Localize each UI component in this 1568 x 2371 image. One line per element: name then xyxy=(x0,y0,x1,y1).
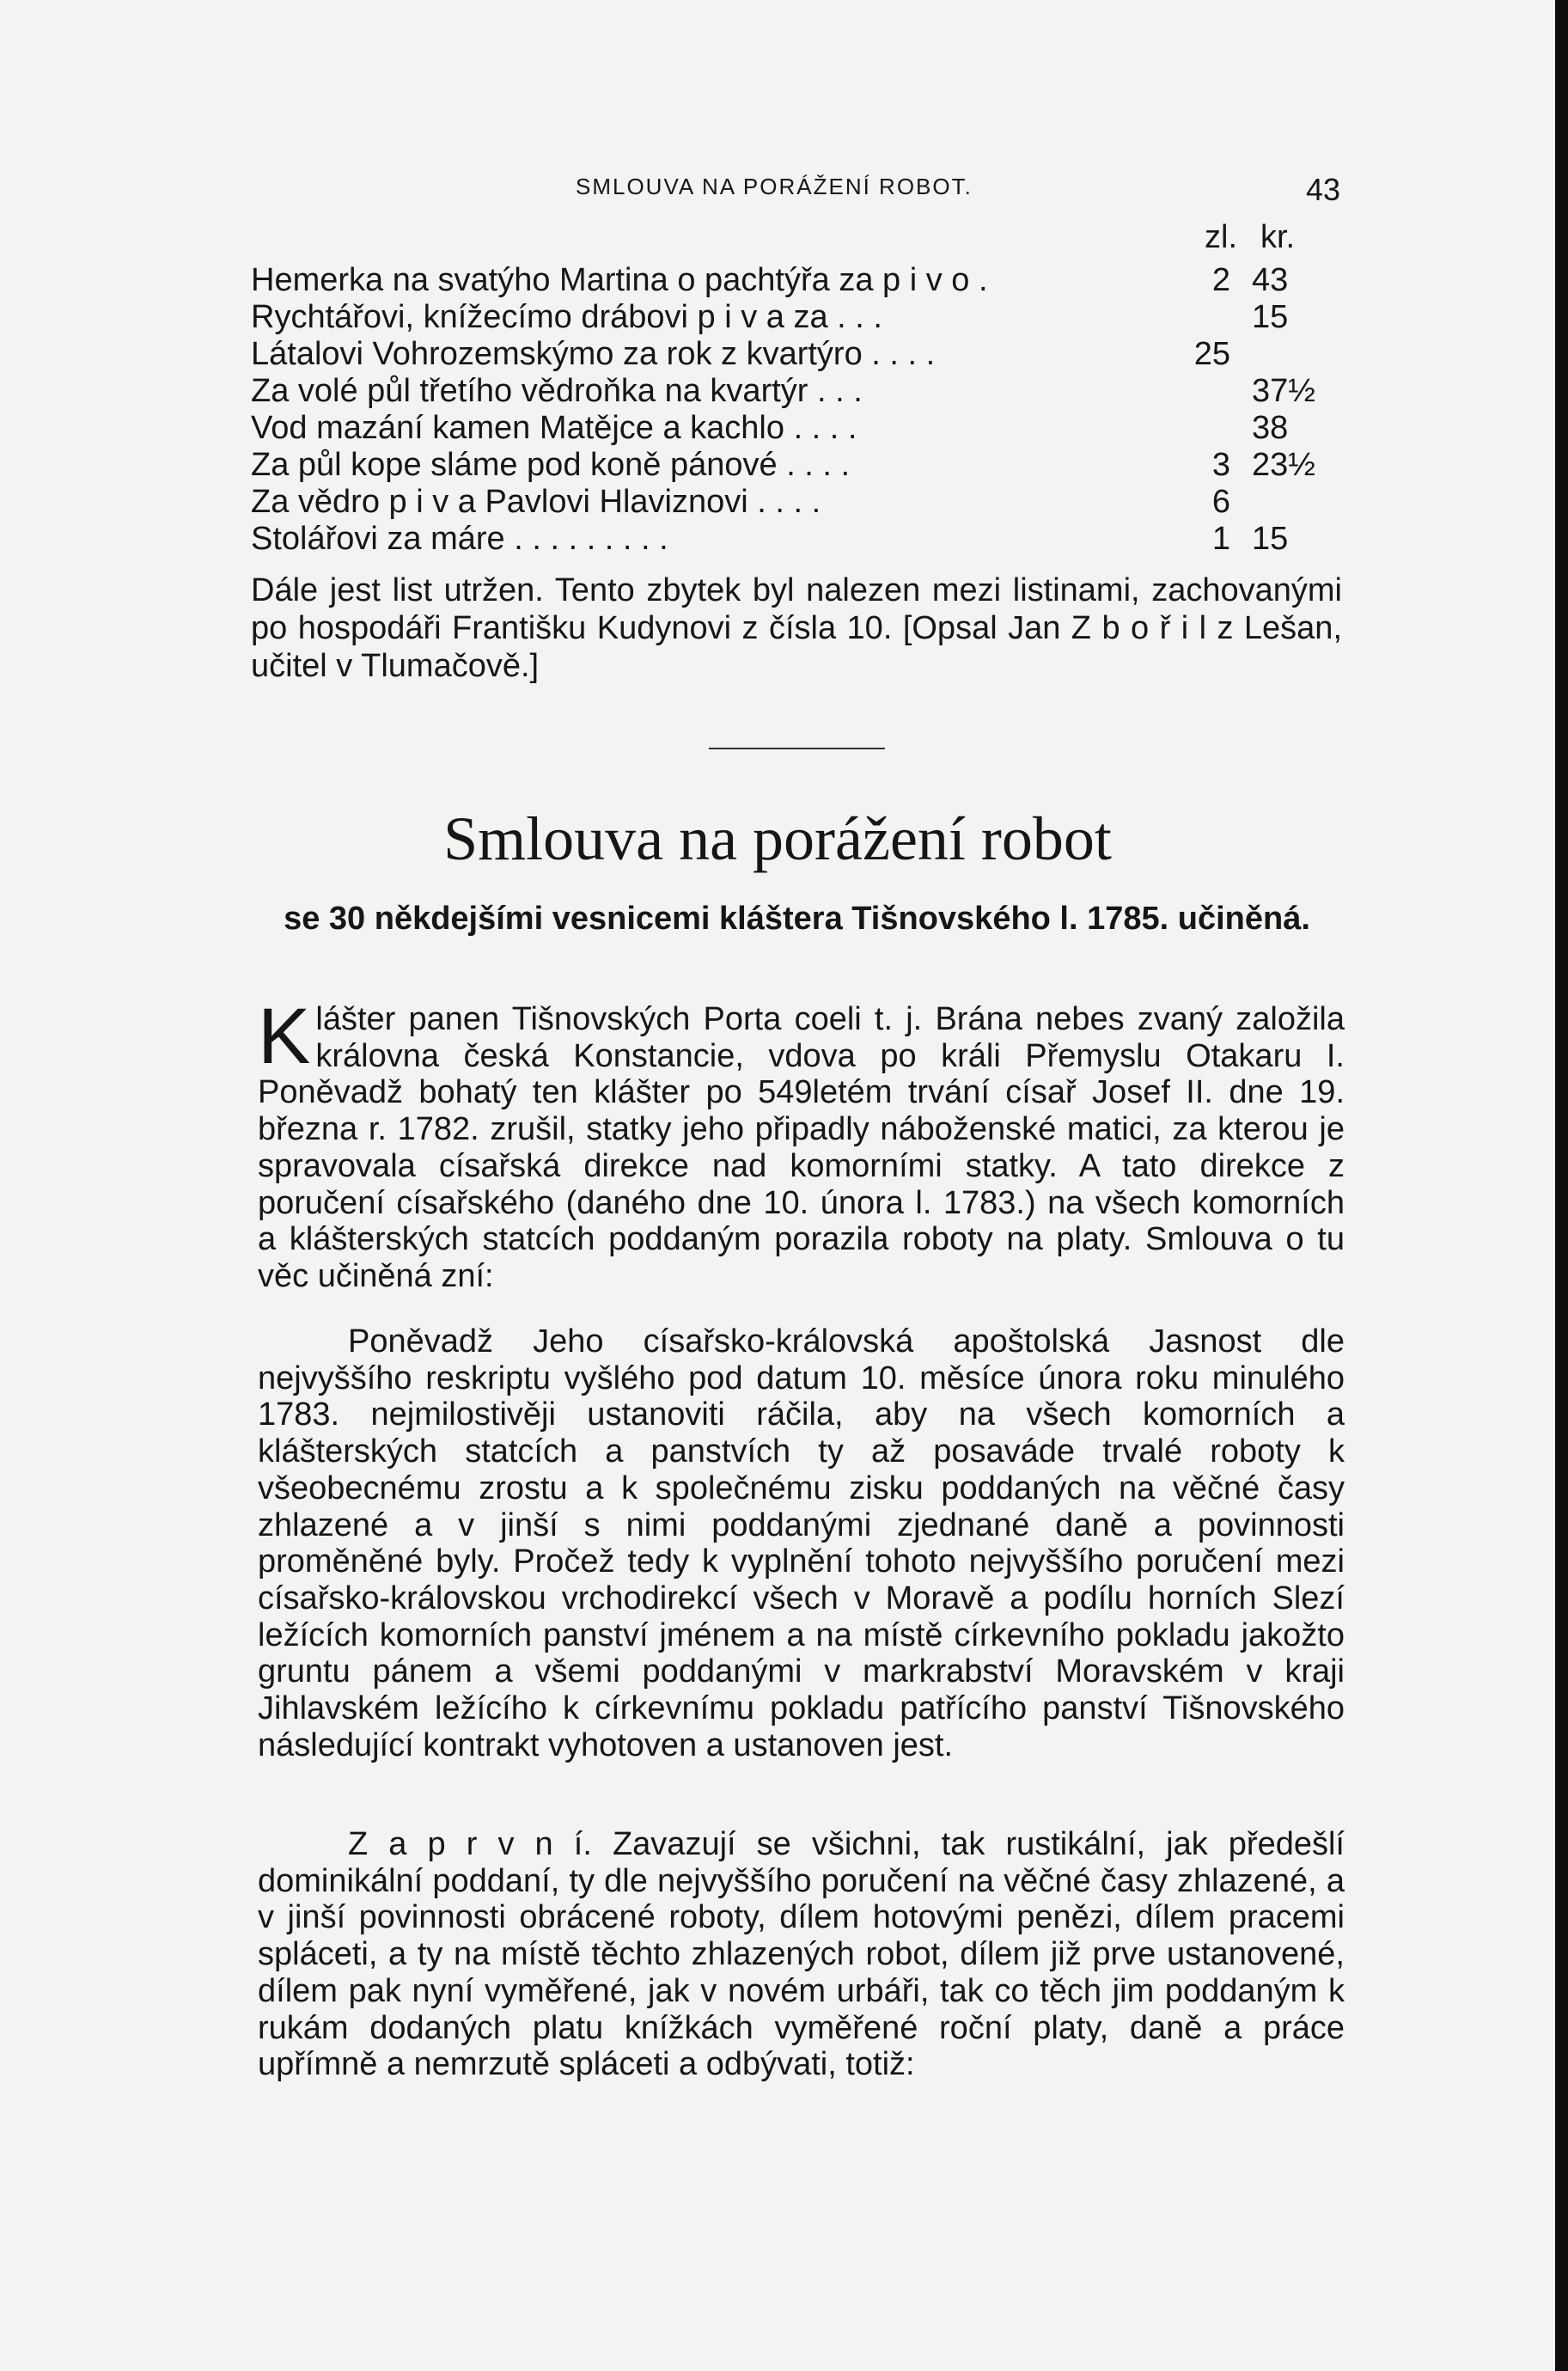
account-item: Stolářovi za máre . . . . . . . . . xyxy=(251,521,668,557)
account-item: Za vědro p i v a Pavlovi Hlaviznovi . . . . xyxy=(251,484,821,520)
amount-kr: 15 xyxy=(1252,521,1289,557)
account-row xyxy=(251,447,1315,484)
column-zl-label: zl. xyxy=(1205,219,1237,255)
account-row xyxy=(251,336,1308,373)
amount-kr: 38 xyxy=(1252,410,1289,446)
section-title: Smlouva na porážení robot xyxy=(443,804,1112,873)
account-item: Za půl kope sláme pod koně pánové . . . . xyxy=(251,447,851,483)
account-row xyxy=(251,484,1308,521)
paragraph-decree: Poněvadž Jeho císařsko-královská apoštolská Jasnost dle nejvyššího reskriptu vyšlého pod datum 10. měsíce února roku minulého 1783. nejmilostivěji ustanoviti ráčila, aby na všech komorních a klášterských statcích a panstvích ty až posaváde trvalé roboty k všeobecnému zrostu a k společnému zisku poddaných na věčné časy zhlazené a v jinší s nimi poddanými zjednané daně a povinnosti proměněné byly. Pročež tedy k vyplnění tohoto nejvyššího poručení mezi císařsko-královskou vrchodirekcí všech v Moravě a podílu horních Slezí ležících komorních panství jménem a na místě církevního pokladu jakožto gruntu pánem a všemi poddanými v markrabství Moravském v kraji Jihlavském ležícího k církevnímu pokladu patřícího panství Tišnovského následující kontrakt vyhotoven a ustanoven jest. xyxy=(258,1323,1345,1763)
account-row xyxy=(251,299,1308,336)
paragraph-first-article: Z a p r v n í. Zavazují se všichni, tak rustikální, jak předešlí dominikální poddaní, ty dle nejvyššího poručení na věčné časy zhlazené, a v jinší povinnosti obrácené roboty, dílem hotovými penězi, dílem pracemi spláceti, a ty na místě těchto zhlazených robot, dílem již prve ustanovené, dílem pak nyní vyměřené, jak v novém urbáři, tak co těch jim poddaným k rukám dodaných platu knížkách vyměřené roční platy, daně a práce upřímně a nemrzutě spláceti a odbývati, totiž: xyxy=(258,1826,1345,2083)
account-row xyxy=(251,373,1315,410)
account-item: Vod mazání kamen Matějce a kachlo . . . . xyxy=(251,410,857,446)
paragraph-intro-text: lášter panen Tišnovských Porta coeli t. j. Brána nebes zvaný založila královna česká Konstancie, vdova po králi Přemyslu Otakaru I. Poněvadž bohatý ten klášter po 549letém trvání císař Josef II. dne 19. března r. 1782. zrušil, statky jeho připadly náboženské matici, za kterou je spravovala císařská direkce nad komorními statky. A tato direkce z poručení císařského (daného dne 10. února l. 1783.) na všech komorních a klášterských statcích poddaným porazila roboty na platy. Smlouva o tu věc učiněná zní: xyxy=(258,1001,1345,1294)
drop-cap: K xyxy=(258,993,311,1080)
account-row xyxy=(251,410,1308,447)
page-number: 43 xyxy=(1306,172,1341,207)
scan-edge xyxy=(1555,0,1568,2371)
amount-kr: 43 xyxy=(1252,262,1289,298)
running-header: SMLOUVA NA PORÁŽENÍ ROBOT. xyxy=(576,174,973,199)
amount-zl: 6 xyxy=(1211,484,1230,520)
accounts-list xyxy=(251,219,1315,558)
amount-kr: 15 xyxy=(1252,299,1289,335)
section-subtitle: se 30 někdejšími vesnicemi kláštera Tišnovského l. 1785. učiněná. xyxy=(284,901,1310,937)
amount-zl: 25 xyxy=(1193,336,1230,372)
account-row xyxy=(251,521,1308,558)
account-item: Látalovi Vohrozemskýmo za rok z kvartýro . . . . xyxy=(251,336,936,372)
account-row xyxy=(251,262,1308,299)
amount-zl: 3 xyxy=(1211,447,1230,483)
amount-kr: 23½ xyxy=(1252,447,1315,483)
account-item: Hemerka na svatýho Martina o pachtýřa za p i v o . xyxy=(251,262,988,298)
account-item: Za volé půl třetího vědroňka na kvartýr . . . xyxy=(251,373,863,409)
paragraph-intro xyxy=(258,993,1345,1295)
section-divider xyxy=(709,748,885,749)
accounts-header xyxy=(251,219,1308,262)
account-item: Rychtářovi, knížecímo drábovi p i v a za . . . xyxy=(251,299,882,335)
amount-kr: 37½ xyxy=(1252,373,1315,409)
editorial-note: Dále jest list utržen. Tento zbytek byl nalezen mezi listinami, zachovanými po hospodáři Františku Kudynovi z čísla 10. [Opsal Jan Z b o ř i l z Lešan, učitel v Tlumačově.] xyxy=(251,572,1342,684)
amount-zl: 2 xyxy=(1211,262,1230,298)
amount-zl: 1 xyxy=(1211,521,1230,557)
column-kr-label: kr. xyxy=(1260,219,1296,255)
